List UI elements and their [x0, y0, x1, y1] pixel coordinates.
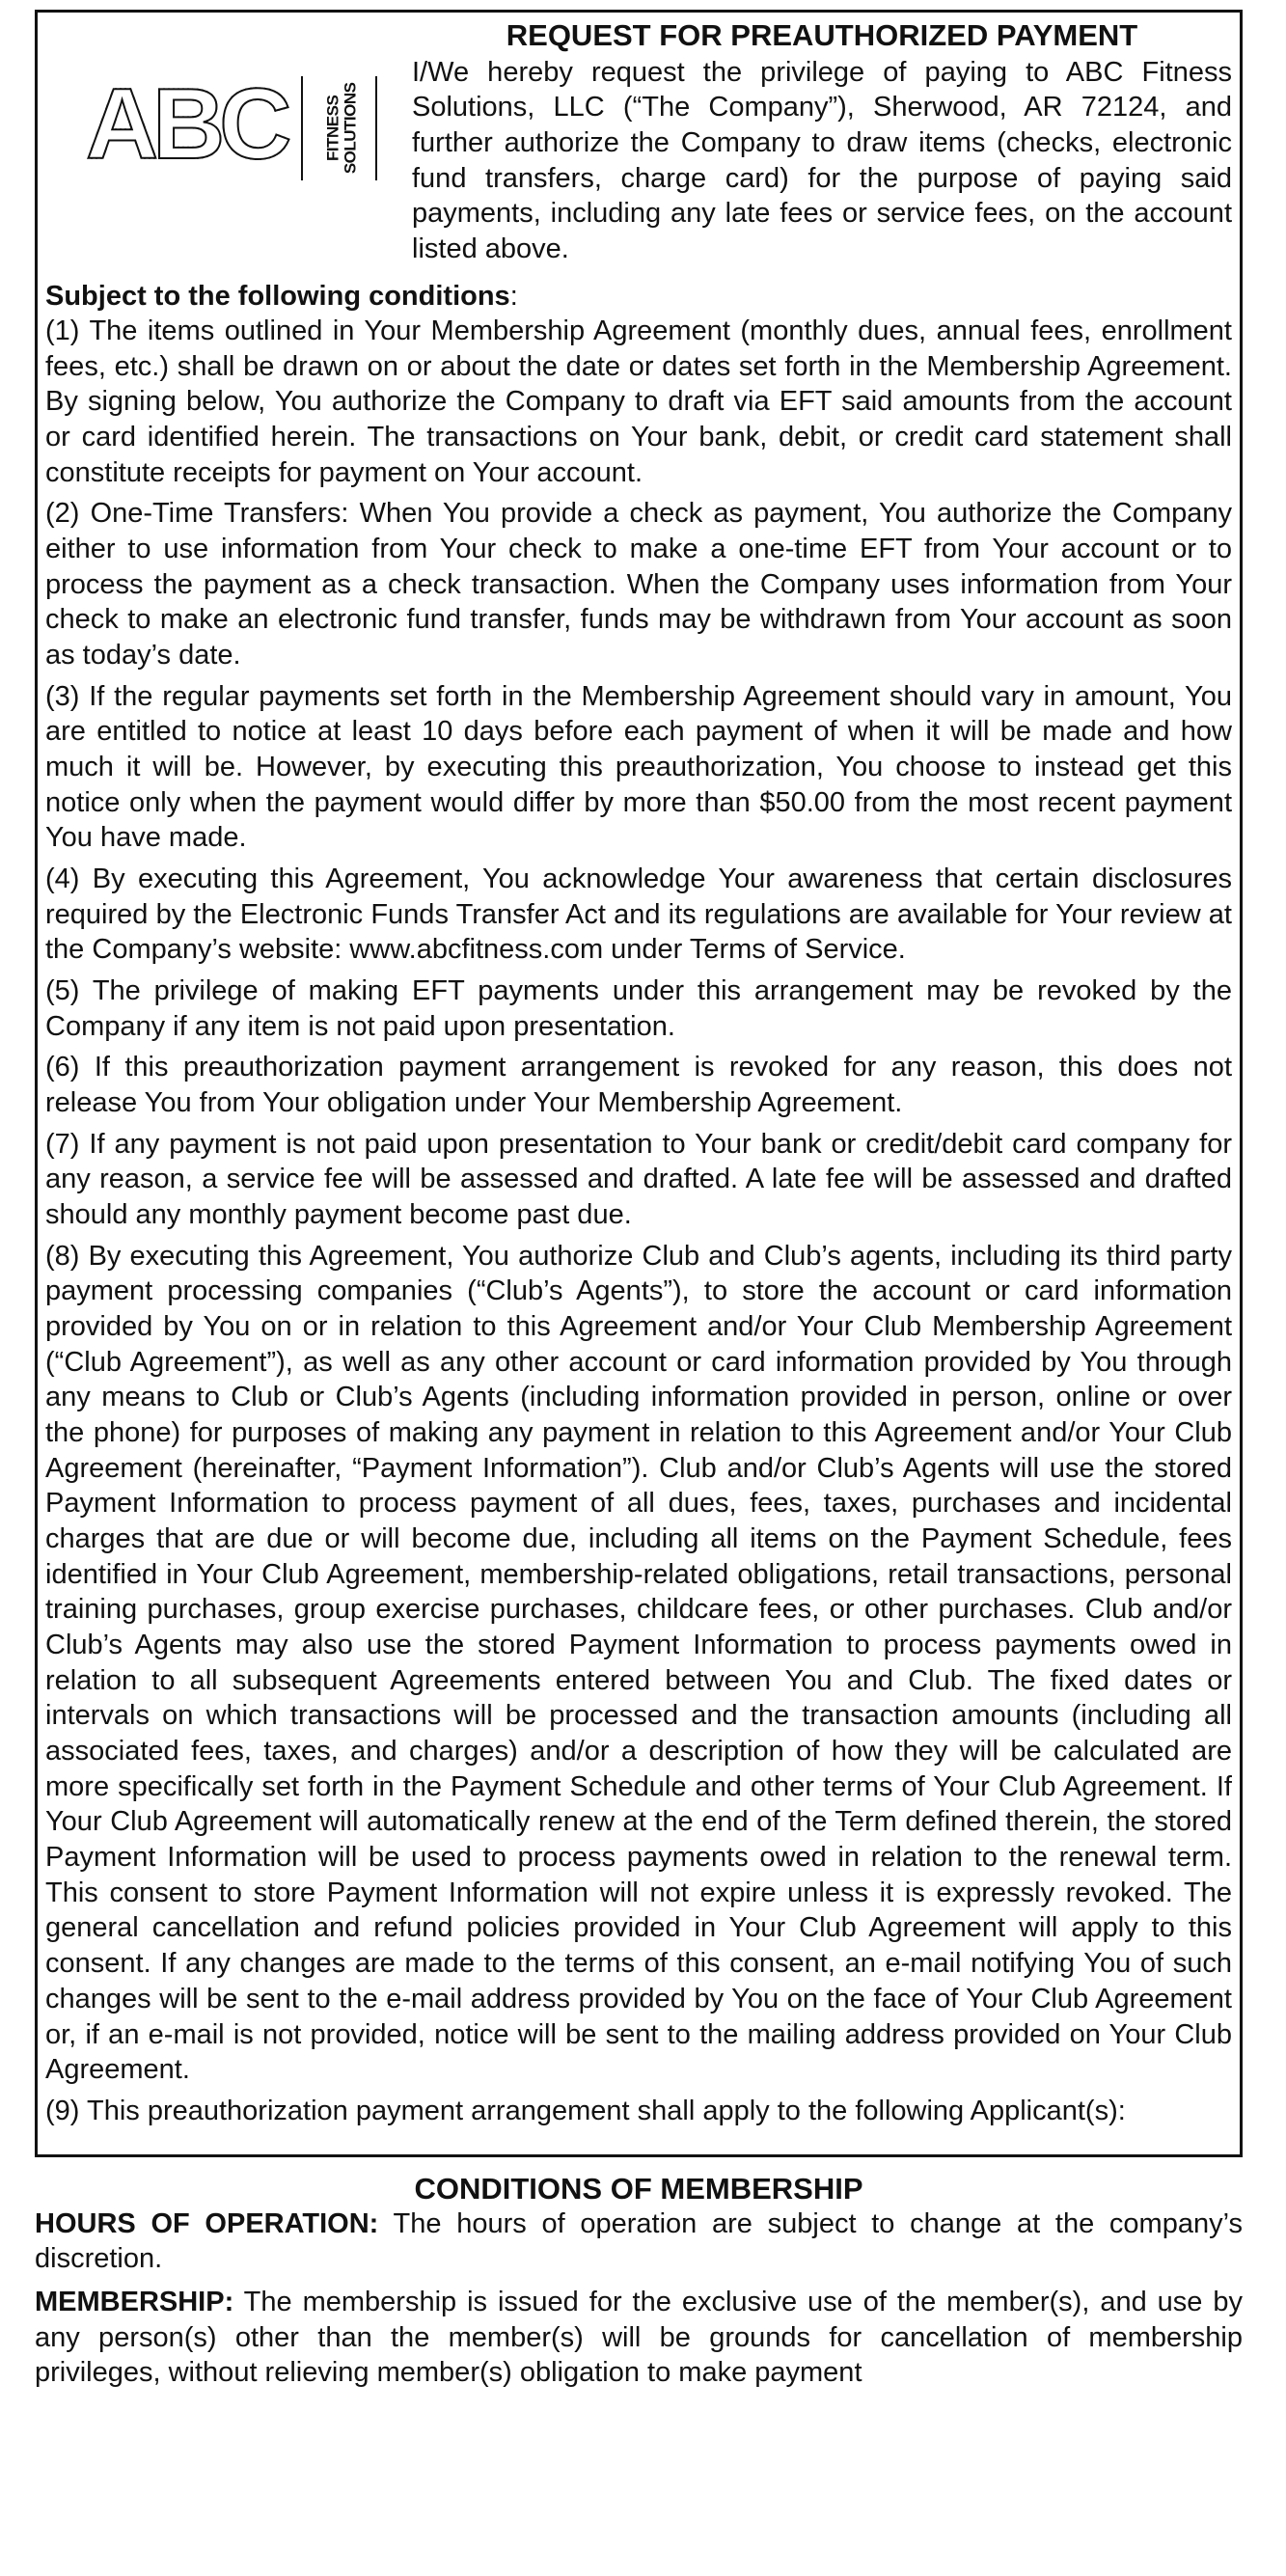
condition-paragraph: (9) This preauthorization payment arrangement shall apply to the following Applicant(s): — [45, 2095, 1126, 2126]
logo-subtitle — [298, 53, 385, 203]
condition-paragraph: (2) One-Time Transfers: When You provide a check as payment, You authorize the Company either to use information from Your check to make a one-time EFT from Your account or to process the payment as a check transaction. When the Company uses information from Your check to make an electronic fund transfer, funds may be withdrawn from Your account as soon as today’s date. — [45, 498, 1232, 671]
conditions-heading-label: Subject to the following conditions — [45, 280, 510, 312]
logo-mark: ABC — [86, 69, 287, 180]
condition-paragraph: (5) The privilege of making EFT payments under this arrangement may be revoked by the Company if any item is not paid upon presentation. — [45, 975, 1232, 1042]
logo-divider-right — [375, 76, 377, 180]
condition-paragraph: (4) By executing this Agreement, You acknowledge Your awareness that certain disclosures required by the Electronic Funds Transfer Act and its regulations are available for Your review at the Company’s website: www.abcfitness.com under Terms of Service. — [45, 863, 1232, 966]
condition-paragraph: (8) By executing this Agreement, You authorize Club and Club’s agents, including its third party payment processing companies (“Club’s Agents”), to store the account or card information provided by You on or in relation to this Agreement and/or Your Club Membership Agreement (“Club Agreement”), as well as any other account or card information provided by You through any means to Club or Club’s Agents (including information provided in person, online or over the phone) for purposes of making any payment in relation to this Agreement and/or Your Club Agreement (hereinafter, “Payment Information”). Club and/or Club’s Agents will use the stored Payment Information to process payment of all dues, fees, taxes, purchases and incidental charges that are due or will become due, including all items on the Payment Schedule, fees identified in Your Club Agreement, membership-related obligations, retail transactions, personal training purchases, group exercise purchases, childcare fees, or other purchases. Club and/or Club’s Agents may also use the stored Payment Information to process payments owed in relation to all subsequent Agreements entered between You and Club. The fixed dates or intervals on which transactions will be processed and the transaction amounts (including all associated fees, taxes, and charges) and/or a description of how they will be calculated are more specifically set forth in the Payment Schedule and other terms of Your Club Agreement. If Your Club Agreement will automatically renew at the end of the Term defined therein, the stored Payment Information will be used to process payments owed in relation to the renewal term. This consent to store Payment Information will not expire unless it is expressly revoked. The general cancellation and refund policies provided in Your Club Agreement will apply to this consent. If any changes are made to the terms of this consent, an e-mail notifying You of such changes will be sent to the e-mail address provided by You on the face of Your Club Agreement or, if an e-mail is not provided, notice will be sent to the mailing address provided on Your Club Agreement. — [45, 1240, 1232, 2086]
logo-subtitle-line2: SOLUTIONS — [341, 82, 360, 174]
logo-subtitle-line1: FITNESS — [323, 95, 342, 161]
hours-of-operation-paragraph — [35, 2206, 1243, 2277]
conditions-heading — [45, 279, 1232, 314]
membership-paragraph — [35, 2285, 1243, 2391]
membership-title: CONDITIONS OF MEMBERSHIP — [414, 2171, 863, 2206]
document-page — [35, 10, 1243, 2398]
request-intro: I/We hereby request the privilege of paying to ABC Fitness Solutions, LLC (“The Company”), Sherwood, AR 72124, and further authorize the Company to draw items (checks, electronic fund transfers, charge card) for the purpose of paying said payments, including any late fees or service fees, on the account listed above. — [412, 56, 1232, 264]
condition-paragraph: (6) If this preauthorization payment arrangement is revoked for any reason, this does not release You from Your obligation under Your Membership Agreement. — [45, 1052, 1232, 1119]
hours-text: The hours of operation are subject to change at the company’s discretion. — [35, 2207, 1243, 2275]
membership-text: The membership is issued for the exclusive use of the member(s), and use by any person(s) other than the member(s) will be grounds for cancellation of membership privileges, without relieving member(s) obligation to make payment — [35, 2287, 1243, 2389]
conditions-heading-colon: : — [509, 280, 518, 312]
abc-fitness-logo — [45, 18, 412, 226]
condition-paragraph: (1) The items outlined in Your Membership Agreement (monthly dues, annual fees, enrollment fees, etc.) shall be drawn on or about the date or dates set forth in the Membership Agreement. By signing below, You authorize the Company to draft via EFT said amounts from the account or card identified herein. The transactions on Your bank, debit, or credit card statement shall constitute receipts for payment on Your account. — [45, 315, 1232, 488]
condition-paragraph: (3) If the regular payments set forth in the Membership Agreement should vary in amount, You are entitled to notice at least 10 days before each payment of when it will be made and how much it will be. However, by executing this preauthorization, You choose to instead get this notice only when the payment would differ by more than $50.00 from the most recent payment You have made. — [45, 680, 1232, 854]
request-header — [45, 18, 1232, 267]
request-title: REQUEST FOR PREAUTHORIZED PAYMENT — [506, 18, 1138, 52]
request-header-text — [412, 18, 1232, 267]
hours-label: HOURS OF OPERATION: — [35, 2207, 379, 2239]
conditions-of-membership-section — [35, 2171, 1243, 2392]
preauthorized-payment-box — [35, 10, 1243, 2157]
membership-label: MEMBERSHIP: — [35, 2287, 234, 2318]
condition-paragraph: (7) If any payment is not paid upon presentation to Your bank or credit/debit card company for any reason, a service fee will be assessed and drafted. A late fee will be assessed and drafted should any monthly payment become past due. — [45, 1128, 1232, 1231]
